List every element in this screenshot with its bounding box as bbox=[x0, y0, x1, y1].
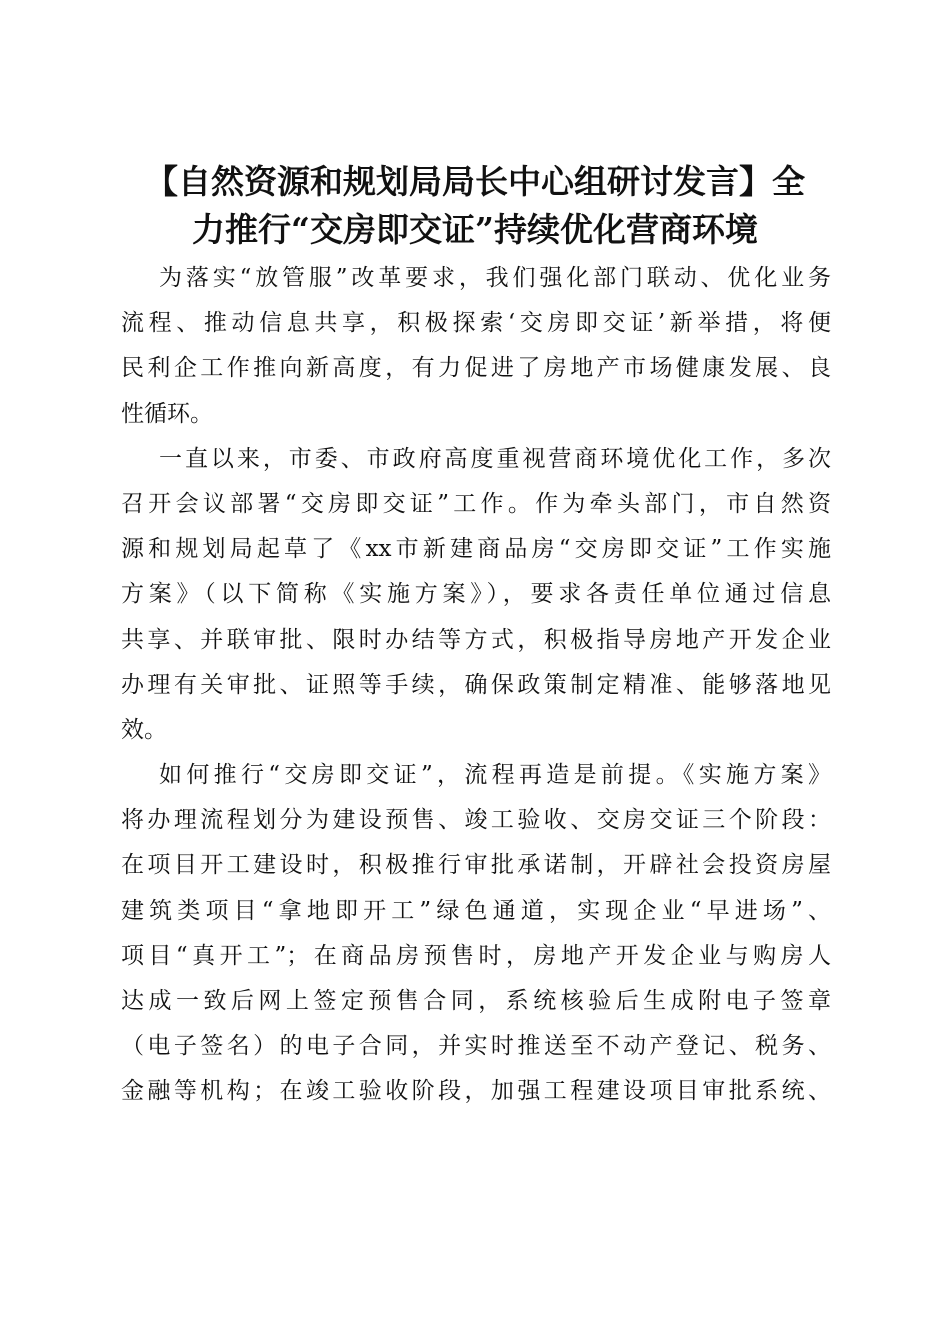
paragraph-line: 金融等机构；在竣工验收阶段，加强工程建设项目审批系统、 bbox=[121, 1078, 831, 1105]
paragraph-line: 办理有关审批、证照等手续，确保政策制定精准、能够落地见 bbox=[121, 671, 831, 698]
paragraph-line: 源和规划局起草了《xx市新建商品房“交房即交证”工作实施 bbox=[121, 536, 831, 563]
paragraph-line: （电子签名）的电子合同，并实时推送至不动产登记、税务、 bbox=[121, 1033, 831, 1060]
paragraph-1 bbox=[121, 256, 831, 437]
paragraph-line: 一直以来，市委、市政府高度重视营商环境优化工作，多次 bbox=[159, 445, 831, 472]
document-title bbox=[110, 158, 840, 254]
paragraph-line: 项目“真开工”；在商品房预售时，房地产开发企业与购房人 bbox=[121, 942, 831, 969]
title-line-1: 【自然资源和规划局局长中心组研讨发言】全 bbox=[145, 162, 805, 202]
paragraph-line: 性循环。 bbox=[121, 400, 213, 427]
document-body bbox=[121, 256, 831, 1115]
paragraph-line: 流程、推动信息共享，积极探索‘交房即交证’新举措，将便 bbox=[121, 310, 831, 337]
paragraph-line: 效。 bbox=[121, 716, 167, 743]
paragraph-line: 建筑类项目“拿地即开工”绿色通道，实现企业“早进场”、 bbox=[121, 897, 831, 924]
paragraph-3 bbox=[121, 753, 831, 1115]
paragraph-line: 为落实“放管服”改革要求，我们强化部门联动、优化业务 bbox=[159, 265, 831, 291]
paragraph-line: 达成一致后网上签定预售合同，系统核验后生成附电子签章 bbox=[121, 988, 831, 1014]
paragraph-line: 将办理流程划分为建设预售、竣工验收、交房交证三个阶段： bbox=[121, 807, 831, 834]
paragraph-line: 如何推行“交房即交证”，流程再造是前提。《实施方案》 bbox=[159, 762, 831, 789]
paragraph-2 bbox=[121, 437, 831, 753]
paragraph-line: 民利企工作推向新高度，有力促进了房地产市场健康发展、良 bbox=[121, 355, 831, 382]
paragraph-line: 在项目开工建设时，积极推行审批承诺制，开辟社会投资房屋 bbox=[121, 852, 831, 879]
paragraph-line: 共享、并联审批、限时办结等方式，积极指导房地产开发企业 bbox=[121, 626, 831, 653]
paragraph-line: 召开会议部署“交房即交证”工作。作为牵头部门，市自然资 bbox=[121, 490, 831, 517]
title-line-2: 力推行“交房即交证”持续优化营商环境 bbox=[192, 210, 758, 250]
paragraph-line: 方案》（以下简称《实施方案》），要求各责任单位通过信息 bbox=[121, 581, 831, 608]
